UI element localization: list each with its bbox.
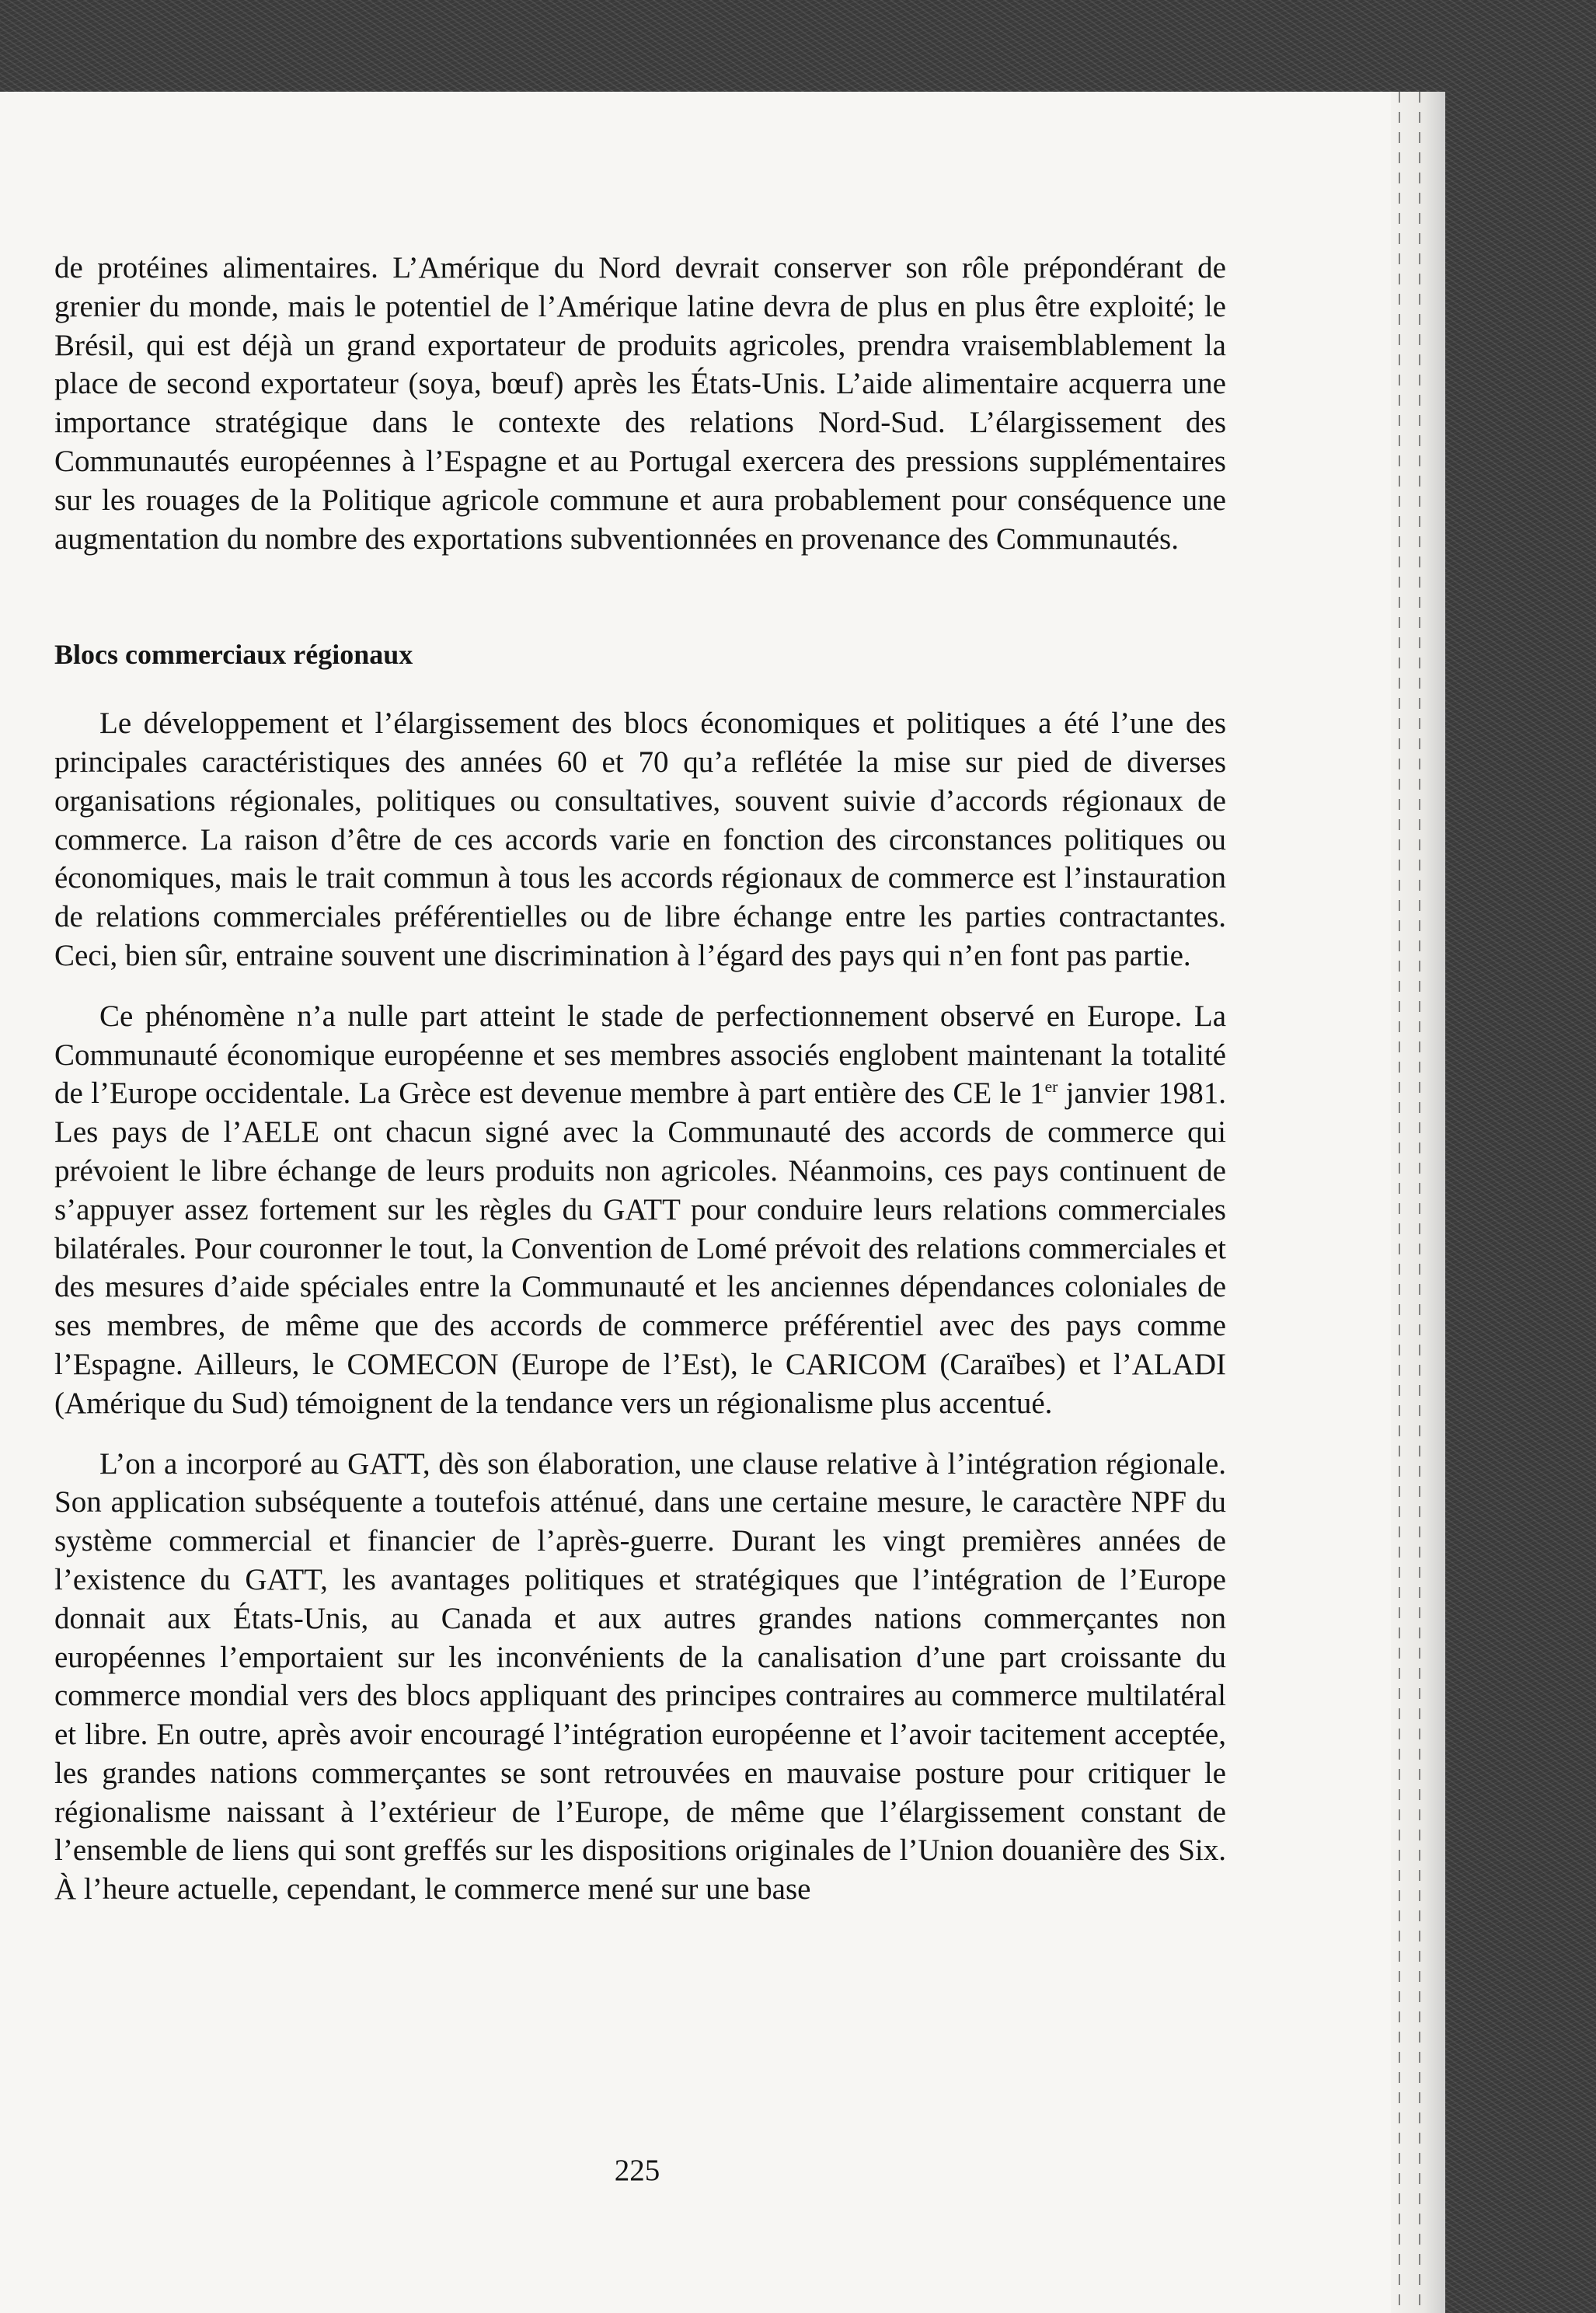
paragraph-blocs-2 (54, 997, 1226, 1423)
paragraph-text: janvier 1981. Les pays de l’AELE ont chacun signé avec la Communauté des accords de commerce qui prévoient le libre échange de leurs produits non agricoles. Néanmoins, ces pays continuent de s’appuyer assez fortement sur les règles du GATT pour conduire leurs relations commerciales bilatérales. Pour couronner le tout, la Convention de Lomé prévoit des relations commerciales et des mesures d’aide spéciales entre la Communauté et les anciennes dépendances coloniales de ses membres, de même que des accords de commerce préférentiel avec des pays comme l’Espagne. Ailleurs, le COMECON (Europe de l’Est), le CARICOM (Caraïbes) et l’ALADI (Amérique du Sud) témoignent de la tendance vers un régionalisme plus accentué. (54, 1076, 1226, 1420)
page-edge-line (1419, 92, 1420, 2313)
paragraph-intro: de protéines alimentaires. L’Amérique du Nord devrait conserver son rôle prépondérant de grenier du monde, mais le potentiel de l’Amérique latine devra de plus en plus être exploité; le Brésil, qui est déjà un grand exportateur de produits agricoles, prendra vraisemblablement la place de second exportateur (soya, bœuf) après les États-Unis. L’aide alimentaire acquerra une importance stratégique dans le contexte des relations Nord-Sud. L’élargissement des Communautés européennes à l’Espagne et au Portugal exercera des pressions supplémentaires sur les rouages de la Politique agricole commune et aura probablement pour conséquence une augmentation du nombre des exportations subventionnées en provenance des Communautés. (54, 251, 1226, 556)
spacer (54, 675, 1226, 704)
paragraph-blocs-3: L’on a incorporé au GATT, dès son élaboration, une clause relative à l’intégration régionale. Son application subséquente a toutefois atténué, dans une certaine mesure, le caractère NPF du système commercial et financier de l’après-guerre. Durant les vingt premières années de l’existence du GATT, les avantages politiques et stratégiques que l’intégration de l’Europe donnait aux États-Unis, au Canada et aux autres grandes nations commerçantes non européennes l’emportaient sur les inconvénients de la canalisation d’une part croissante du commerce mondial vers des blocs appliquant des principes contraires au commerce multilatéral et libre. En outre, après avoir encouragé l’intégration européenne et l’avoir tacitement acceptée, les grandes nations commerçantes se sont retrouvées en mauvaise posture pour critiquer le régionalisme naissant à l’extérieur de l’Europe, de même que l’élargissement constant de l’ensemble de liens qui sont greffés sur les dispositions originales de l’Union douanière des Six. À l’heure actuelle, cependant, le commerce mené sur une base (54, 1446, 1226, 1907)
section-heading: Blocs commerciaux régionaux (54, 639, 413, 671)
ordinal-superscript: er (1044, 1077, 1058, 1097)
paragraph-blocs-1: Le développement et l’élargissement des blocs économiques et politiques a été l’une des principales caractéristiques des années 60 et 70 qu’a reflétée la mise sur pied de diverses organisations régionales, politiques ou consultatives, souvent suivie d’accords régionaux de commerce. La raison d’être de ces accords varie en fonction des circonstances politiques ou économiques, mais le trait commun à tous les accords régionaux de commerce est l’instauration de relations commerciales préférentielles ou de libre échange entre les parties contractantes. Ceci, bien sûr, entraine souvent une discrimination à l’égard des pays qui n’en font pas partie. (54, 706, 1226, 972)
paragraph-text: Ce phénomène n’a nulle part atteint le stade de perfectionnement observé en Europe. La Communauté économique européenne et ses membres associés englobent maintenant la totalité de l’Europe occidentale. La Grèce est devenue membre à part entière des CE le 1 (54, 999, 1226, 1111)
spacer (54, 558, 1226, 636)
spacer (54, 1423, 1226, 1445)
document-body (54, 249, 1226, 1909)
page-edge-line (1399, 92, 1400, 2313)
spacer (54, 975, 1226, 997)
page-number: 225 (614, 2154, 660, 2187)
